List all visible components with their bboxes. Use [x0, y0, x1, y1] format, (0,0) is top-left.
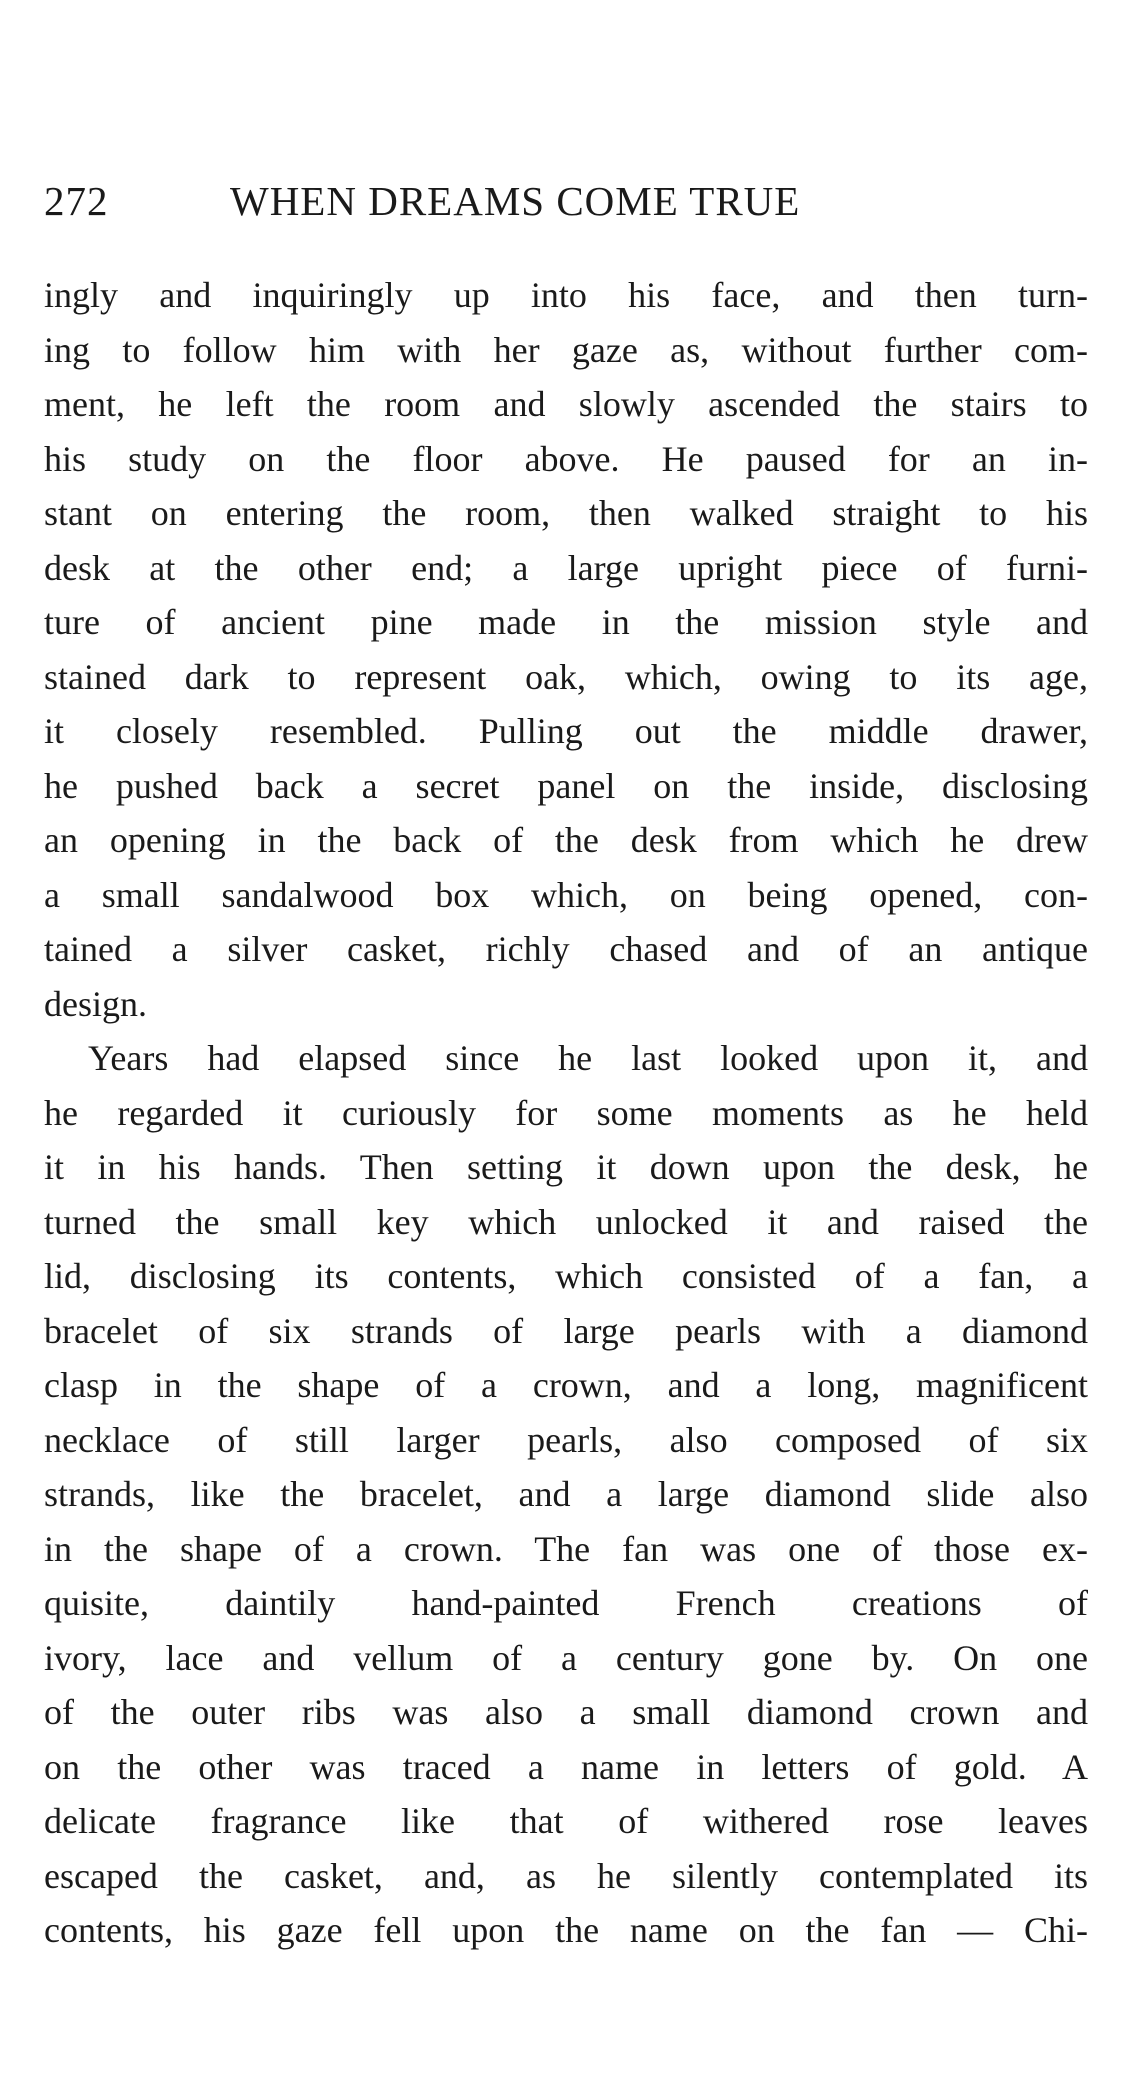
text-line: design.: [44, 983, 147, 1024]
text-line: contents, his gaze fell upon the name on the fan — Chi-: [44, 1910, 1088, 1950]
text-line: ture of ancient pine made in the mission style and: [44, 602, 1088, 642]
text-line: he regarded it curiously for some moments as he held: [44, 1092, 1088, 1133]
running-head: [44, 176, 1084, 226]
text-line: quisite, daintily hand-painted French creations of: [44, 1583, 1088, 1623]
text-line: in the shape of a crown. The fan was one of those ex-: [44, 1528, 1088, 1569]
text-line: of the outer ribs was also a small diamond crown and: [44, 1692, 1088, 1732]
paragraph-2: [44, 1031, 1088, 1958]
text-line: bracelet of six strands of large pearls with a diamond: [44, 1310, 1088, 1351]
text-line: delicate fragrance like that of withered rose leaves: [44, 1801, 1088, 1841]
text-line: Years had elapsed since he last looked upon it, and: [88, 1038, 1088, 1078]
text-line: ivory, lace and vellum of a century gone by. On one: [44, 1637, 1088, 1678]
text-line: stained dark to represent oak, which, owing to its age,: [44, 656, 1088, 697]
text-line: ing to follow him with her gaze as, without further com-: [44, 329, 1088, 370]
text-line: turned the small key which unlocked it and raised the: [44, 1201, 1088, 1242]
text-line: ment, he left the room and slowly ascended the stairs to: [44, 384, 1088, 424]
text-line: strands, like the bracelet, and a large diamond slide also: [44, 1474, 1088, 1514]
body-text: [44, 268, 1088, 1958]
text-line: necklace of still larger pearls, also composed of six: [44, 1419, 1088, 1460]
text-line: stant on entering the room, then walked straight to his: [44, 493, 1088, 533]
running-title: WHEN DREAMS COME TRUE: [230, 178, 801, 224]
text-line: clasp in the shape of a crown, and a long, magnificent: [44, 1365, 1088, 1405]
text-line: his study on the floor above. He paused for an in-: [44, 438, 1088, 479]
text-line: tained a silver casket, richly chased and of an antique: [44, 929, 1088, 969]
text-line: escaped the casket, and, as he silently contemplated its: [44, 1855, 1088, 1896]
text-line: he pushed back a secret panel on the inside, disclosing: [44, 765, 1088, 806]
text-line: an opening in the back of the desk from which he drew: [44, 820, 1088, 860]
text-line: desk at the other end; a large upright piece of furni-: [44, 547, 1088, 588]
text-line: on the other was traced a name in letters of gold. A: [44, 1746, 1088, 1787]
text-line: a small sandalwood box which, on being opened, con-: [44, 874, 1088, 915]
text-line: it in his hands. Then setting it down upon the desk, he: [44, 1147, 1088, 1187]
text-line: lid, disclosing its contents, which consisted of a fan, a: [44, 1256, 1088, 1296]
text-line: it closely resembled. Pulling out the middle drawer,: [44, 711, 1088, 751]
text-line: ingly and inquiringly up into his face, and then turn-: [44, 275, 1088, 315]
page-number: 272: [44, 178, 109, 224]
paragraph-1: [44, 268, 1088, 1031]
